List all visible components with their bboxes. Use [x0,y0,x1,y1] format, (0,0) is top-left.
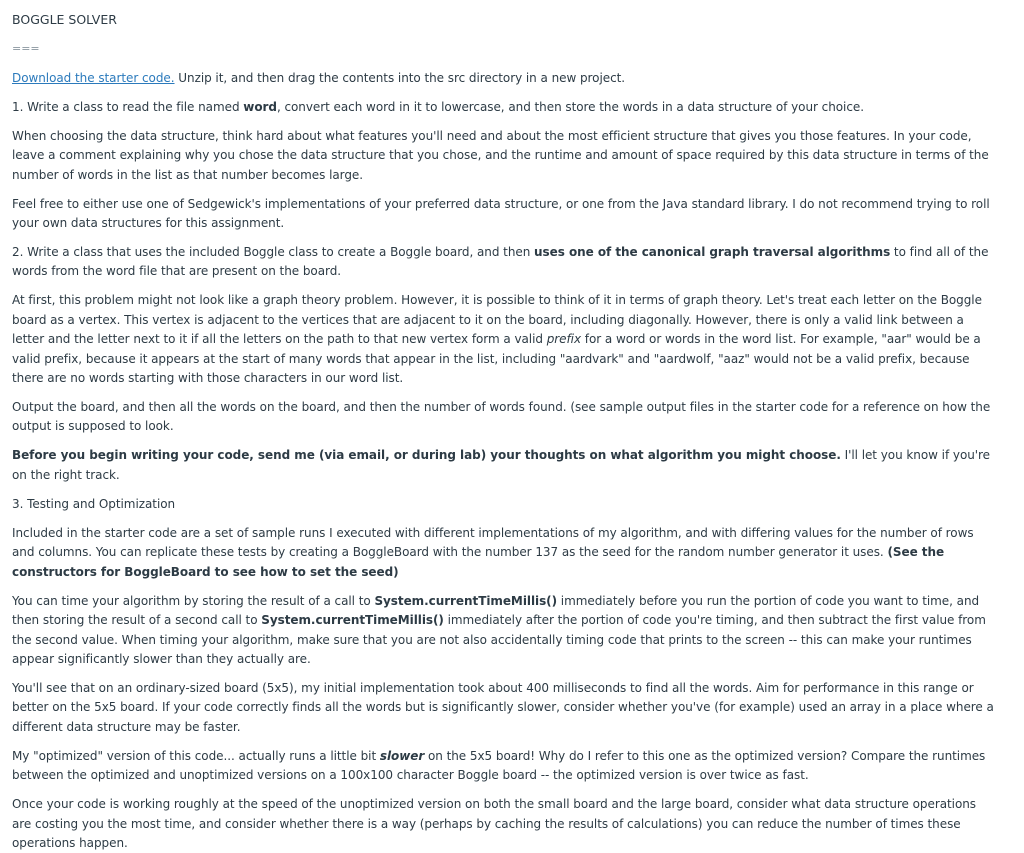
timing-paragraph [12,592,998,670]
step1-text: 1. Write a class to read the file named [12,99,244,114]
included-emphasis: (See the constructors for BoggleBoard to see how to set the seed) [12,545,945,579]
step2-text: 2. Write a class that uses the included Boggle class to create a Boggle board, and then [12,245,535,260]
feelfree-paragraph: Feel free to either use one of Sedgewick's implementations of your preferred data structure, or one from the Java standard library. I do not recommend trying to roll your own data structures for this assignment. [12,196,990,231]
before-paragraph [12,446,998,485]
intro-text: Unzip it, and then drag the contents into the src directory in a new project. [174,70,626,85]
timing-text-e: immediately after the portion of code you're timing, and then subtract the first value from the second value. When timing your algorithm, make sure that you are not also accidentally timing code that prints to the screen -- this can make your runtimes appear significantly slower than they actually are. [12,613,986,666]
timing-text-a: You can time your algorithm by storing the result of a call to [12,593,375,608]
slower-emphasis: slower [379,748,425,763]
step2-text-end: to find all of the words from the word file that are present on the board. [12,245,989,279]
step1-paragraph [12,98,998,117]
step3-heading: 3. Testing and Optimization [12,496,176,511]
intro-paragraph [12,69,998,88]
optimized-text: My "optimized" version of this code... actually runs a little bit [12,748,380,763]
step1-text-end: , convert each word in it to lowercase, and then store the words in a data structure of your choice. [276,99,864,114]
optimized-text-end: on the 5x5 board! Why do I refer to this one as the optimized version? Compare the runtimes between the optimized and unoptimized versions on a 100x100 character Boggle board -- the optimized version is over twice as fast. [12,748,986,783]
once-paragraph: Once your code is working roughly at the speed of the unoptimized version on both the small board and the large board, consider what data structure operations are costing you the most time, and consider whether there is a way (perhaps by caching the results of calculations) you can reduce the number of times these operations happen. [12,797,977,850]
output-paragraph: Output the board, and then all the words on the board, and then the number of words found. (see sample output files in the starter code for a reference on how the output is supposed to look. [12,400,991,434]
optimized-paragraph [12,747,998,786]
step2-emphasis: uses one of the canonical graph traversal algorithms [534,245,891,260]
before-text: I'll let you know if you're on the right track. [12,448,990,482]
atfirst-text-end: for a word or words in the word list. For example, "aar" would be a valid prefix, because it appears at the start of many words that appear in the list, including "aardvark" and "aardwolf, "aaz" would not be a valid prefix, because there are no words starting with those characters in our word list. [12,332,981,386]
included-text: Included in the starter code are a set of sample runs I executed with different implementations of my algorithm, and with differing values for the number of rows and columns. You can replicate these tests by creating a BoggleBoard with the number 137 as the seed for the random number generator it uses. [12,525,974,560]
atfirst-text: At first, this problem might not look like a graph theory problem. However, it is possible to think of it in terms of graph theory. Let's treat each letter on the Boggle board as a vertex. This vertex is adjacent to the vertices that are adjacent to it on the board, including diagonally. However, there is only a valid link between a letter and the letter next to it if all the letters on the path to that new vertex form a valid [12,293,982,347]
page-title: BOGGLE SOLVER [12,12,117,27]
word-file-name: word [243,99,277,114]
starter-code-link[interactable]: Download the starter code. [12,70,175,85]
divider: === [12,42,40,56]
timing-text-c: immediately before you run the portion of code you want to time, and then storing the result of a second call to [12,593,980,628]
step2-paragraph [12,243,998,282]
prefix-emphasis: prefix [546,332,582,347]
ordinary-paragraph: You'll see that on an ordinary-sized board (5x5), my initial implementation took about 400 milliseconds to find all the words. Aim for performance in this range or better on the 5x5 board. If your code correctly finds all the words but is significantly slower, consider whether you've (for example) used an array in a place where a different data structure may be faster. [12,680,994,734]
timing-method-1: System.currentTimeMillis() [374,593,558,608]
timing-method-2: System.currentTimeMillis() [261,613,444,628]
choosing-paragraph: When choosing the data structure, think hard about what features you'll need and about the most efficient structure that gives you those features. In your code, leave a comment explaining why you chose the data structure that you chose, and the runtime and amount of space required by this data structure in terms of the number of words in the list as that number becomes large. [12,128,989,182]
atfirst-paragraph [12,291,998,388]
before-emphasis: Before you begin writing your code, send me (via email, or during lab) your thoughts on what algorithm you might choose. [12,448,841,463]
included-paragraph [12,524,998,582]
